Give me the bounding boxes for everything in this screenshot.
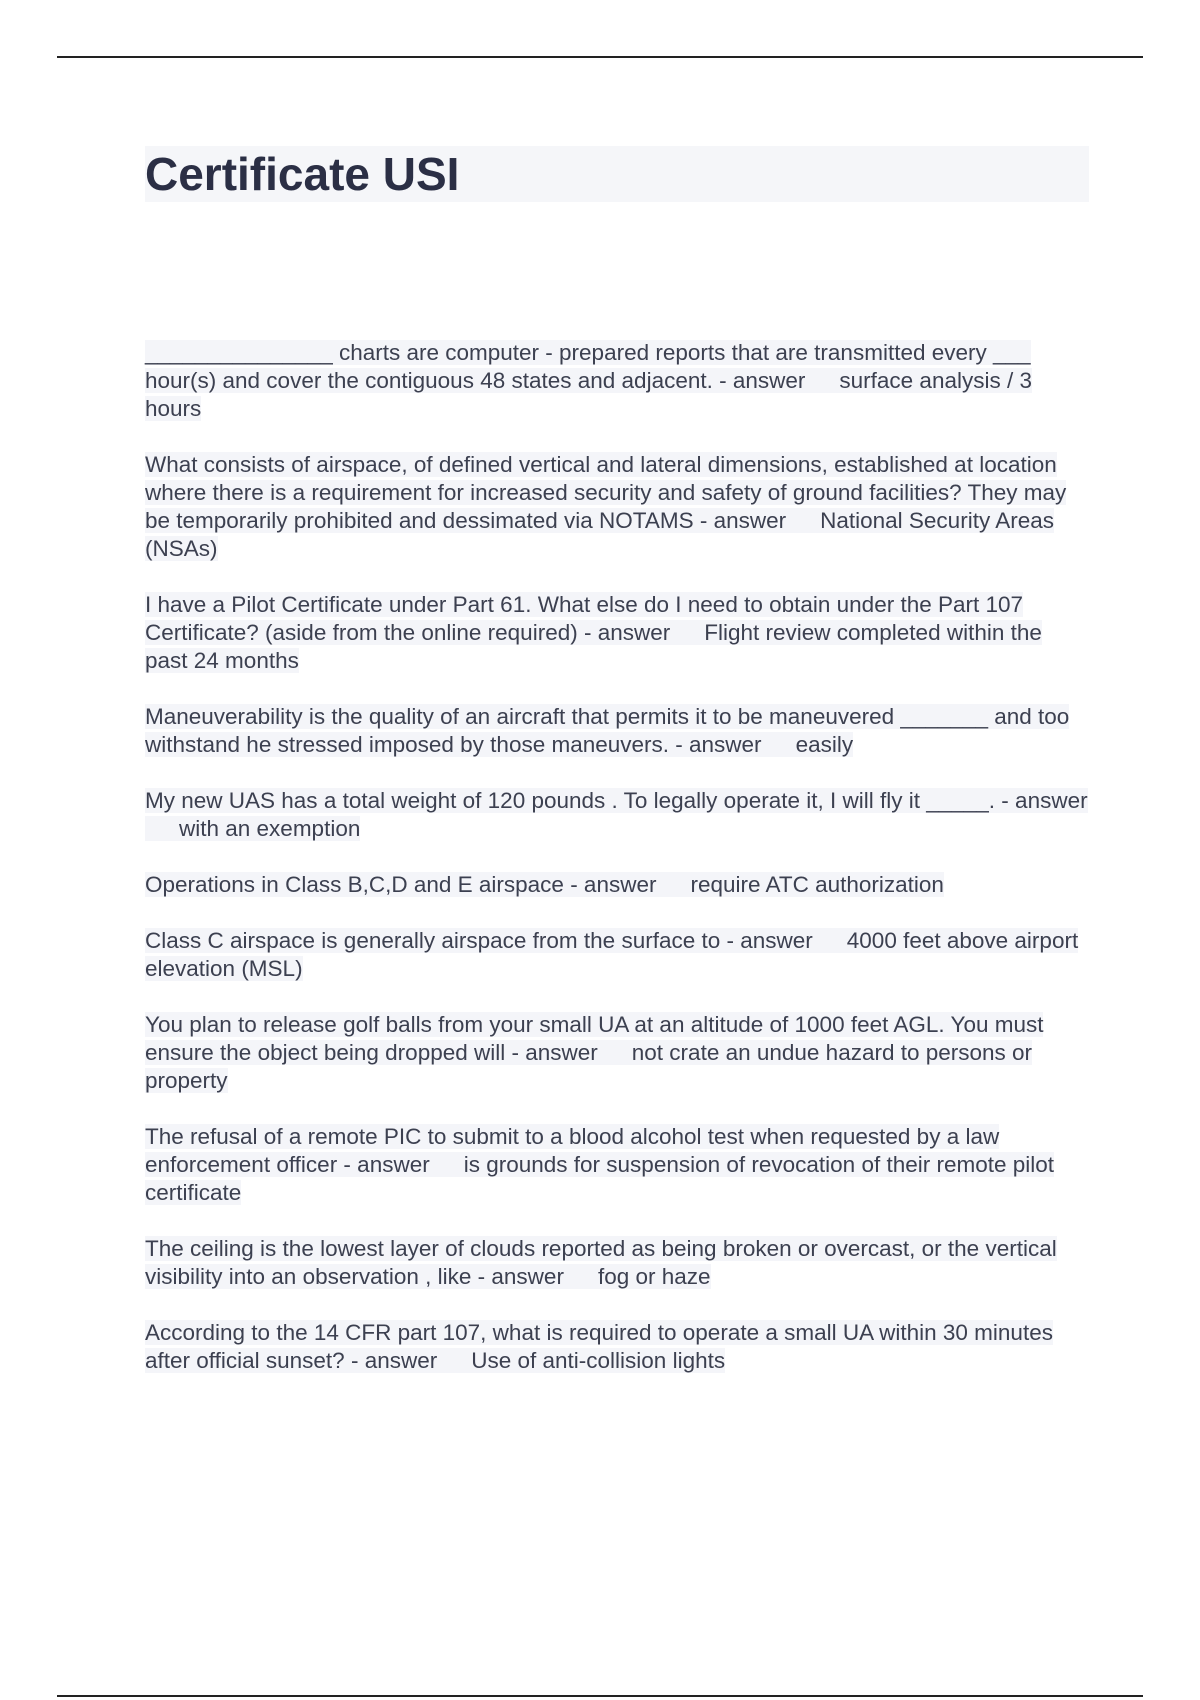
answer-text: require ATC authorization xyxy=(690,872,944,897)
question-text: According to the 14 CFR part 107, what is required to operate a small UA within 30 minutes after official sunset? - answer xyxy=(145,1320,1053,1373)
question-text: Maneuverability is the quality of an aircraft that permits it to be maneuvered _______ and too withstand he stressed imposed by those maneuvers. - answer xyxy=(145,704,1070,757)
question-text: The ceiling is the lowest layer of clouds reported as being broken or overcast, or the vertical visibility into an observation , like - answer xyxy=(145,1236,1057,1289)
answer-text: Flight review completed within the past 24 months xyxy=(145,620,1042,673)
qa-item xyxy=(145,339,1089,423)
qa-item xyxy=(145,451,1089,563)
answer-text: National Security Areas (NSAs) xyxy=(145,508,1054,561)
qa-item xyxy=(145,703,1089,759)
qa-item xyxy=(145,927,1089,983)
question-text: What consists of airspace, of defined vertical and lateral dimensions, established at location where there is a requirement for increased security and safety of ground facilities? They may be temporarily prohibited and dessimated via NOTAMS - answer xyxy=(145,452,1067,533)
qa-item xyxy=(145,1011,1089,1095)
answer-text: with an exemption xyxy=(179,816,361,841)
qa-item xyxy=(145,1319,1089,1375)
qa-item xyxy=(145,1235,1089,1291)
answer-text: fog or haze xyxy=(597,1264,711,1289)
bottom-divider xyxy=(57,1695,1143,1697)
question-text: You plan to release golf balls from your small UA at an altitude of 1000 feet AGL. You must ensure the object being dropped will - answer xyxy=(145,1012,1044,1065)
answer-text: Use of anti-collision lights xyxy=(471,1348,726,1373)
answer-text: 4000 feet above airport elevation (MSL) xyxy=(145,928,1079,981)
top-divider xyxy=(57,56,1143,58)
question-text: Operations in Class B,C,D and E airspace - answer xyxy=(145,872,657,897)
question-text: The refusal of a remote PIC to submit to a blood alcohol test when requested by a law enforcement officer - answer xyxy=(145,1124,1000,1177)
qa-item xyxy=(145,787,1089,843)
question-text: _______________ charts are computer - prepared reports that are transmitted every ___ hour(s) and cover the contiguous 48 states and adjacent. - answer xyxy=(145,340,1031,393)
qa-list xyxy=(145,339,1089,1403)
qa-item xyxy=(145,1123,1089,1207)
answer-text: is grounds for suspension of revocation of their remote pilot certificate xyxy=(145,1152,1055,1205)
question-text: Class C airspace is generally airspace from the surface to - answer xyxy=(145,928,813,953)
answer-text: easily xyxy=(795,732,854,757)
qa-item xyxy=(145,591,1089,675)
answer-text: surface analysis / 3 hours xyxy=(145,368,1032,421)
page-title: Certificate USI xyxy=(145,148,460,200)
question-text: My new UAS has a total weight of 120 pounds . To legally operate it, I will fly it _____. - answer xyxy=(145,788,1088,813)
question-text: I have a Pilot Certificate under Part 61. What else do I need to obtain under the Part 107 Certificate? (aside from the online required) - answer xyxy=(145,592,1024,645)
qa-item xyxy=(145,871,1089,899)
answer-text: not crate an undue hazard to persons or property xyxy=(145,1040,1033,1093)
